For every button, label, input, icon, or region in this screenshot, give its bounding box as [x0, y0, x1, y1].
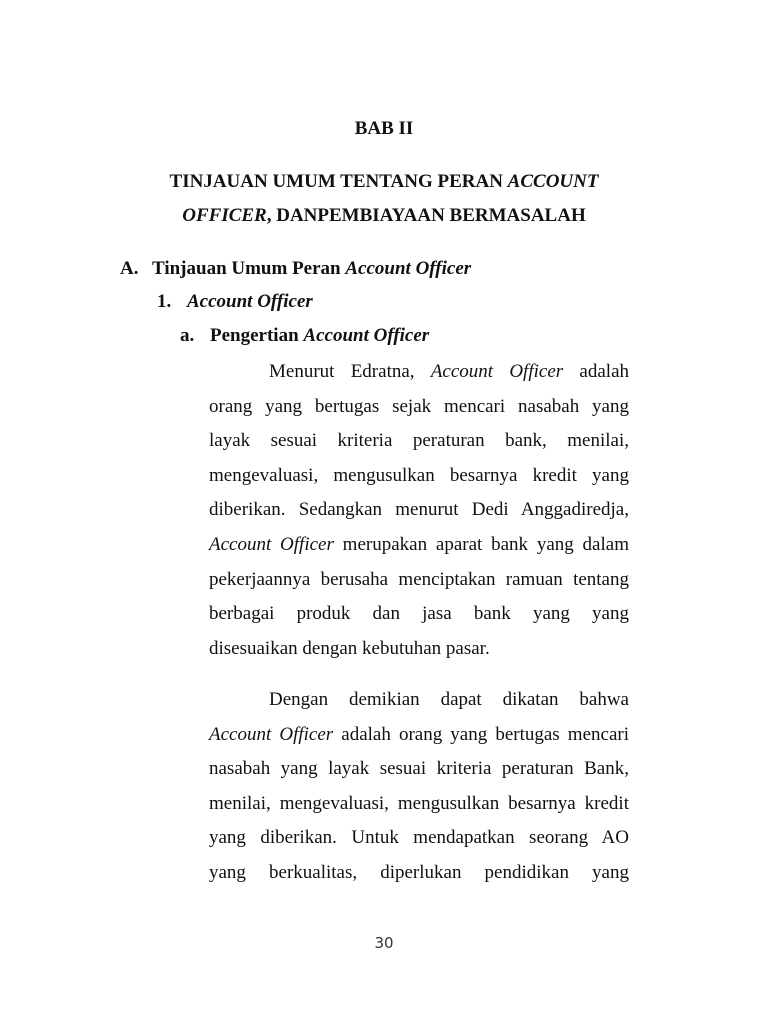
subsubsection-number: a.	[180, 325, 195, 346]
subsection-heading-1	[157, 291, 313, 313]
italic-term: Account Officer	[209, 723, 334, 745]
text-run: merupakan aparat bank yang dalam	[333, 533, 629, 555]
paragraph-line	[209, 725, 629, 760]
paragraph-line: berbagai produk dan jasa bank yang yang	[209, 603, 629, 625]
subsubsection-label-italic: Account Officer	[303, 325, 430, 346]
paragraph-line: orang yang bertugas sejak mencari nasabah yang	[209, 395, 629, 417]
title-text: TINJAUAN UMUM TENTANG PERAN	[169, 171, 508, 192]
paragraph-line: diberikan. Sedangkan menurut Dedi Anggadiredja,	[209, 499, 629, 521]
page-number: 30	[374, 934, 394, 952]
title-italic-term: ACCOUNT	[507, 171, 599, 192]
text-run: adalah	[563, 361, 630, 382]
text-run: Menurut Edratna,	[269, 361, 431, 382]
section-label-italic: Account Officer	[345, 258, 472, 279]
paragraph-line: nasabah yang layak sesuai kriteria peraturan Bank,	[209, 758, 629, 780]
section-number: A.	[120, 258, 139, 279]
italic-term: Account Officer	[209, 533, 334, 555]
paragraph-conclusion	[209, 690, 629, 898]
paragraph-line: yang diberikan. Untuk mendapatkan seorang AO	[209, 827, 629, 849]
chapter-title-line-1	[130, 172, 638, 191]
subsection-label-italic: Account Officer	[187, 291, 313, 312]
paragraph-line: pekerjaannya berusaha menciptakan ramuan tentang	[209, 568, 629, 590]
title-italic-term: OFFICER	[182, 205, 267, 226]
chapter-heading: BAB II	[354, 118, 414, 139]
paragraph-line: disesuaikan dengan kebutuhan pasar.	[209, 637, 490, 659]
text-run: adalah orang yang bertugas mencari	[333, 723, 629, 745]
title-text: , DANPEMBIAYAAN BERMASALAH	[266, 205, 586, 226]
italic-term: Account Officer	[430, 361, 564, 382]
subsubsection-label: Pengertian	[210, 325, 304, 346]
paragraph-line: layak sesuai kriteria peraturan bank, menilai,	[209, 430, 629, 452]
section-heading-a	[120, 258, 471, 280]
paragraph-line: Dengan demikian dapat dikatan bahwa	[269, 689, 629, 710]
paragraph-line: menilai, mengevaluasi, mengusulkan besarnya kredit	[209, 792, 629, 814]
paragraph-line: mengevaluasi, mengusulkan besarnya kredit yang	[209, 464, 629, 486]
paragraph-line	[209, 362, 629, 397]
paragraph-line: yang berkualitas, diperlukan pendidikan yang	[209, 861, 629, 883]
paragraph-definition	[209, 362, 629, 673]
subsection-number: 1.	[157, 291, 172, 312]
subsubsection-heading-a	[180, 325, 429, 347]
section-label: Tinjauan Umum Peran	[152, 258, 346, 279]
paragraph-line	[209, 535, 629, 570]
chapter-title-line-2	[130, 206, 638, 225]
